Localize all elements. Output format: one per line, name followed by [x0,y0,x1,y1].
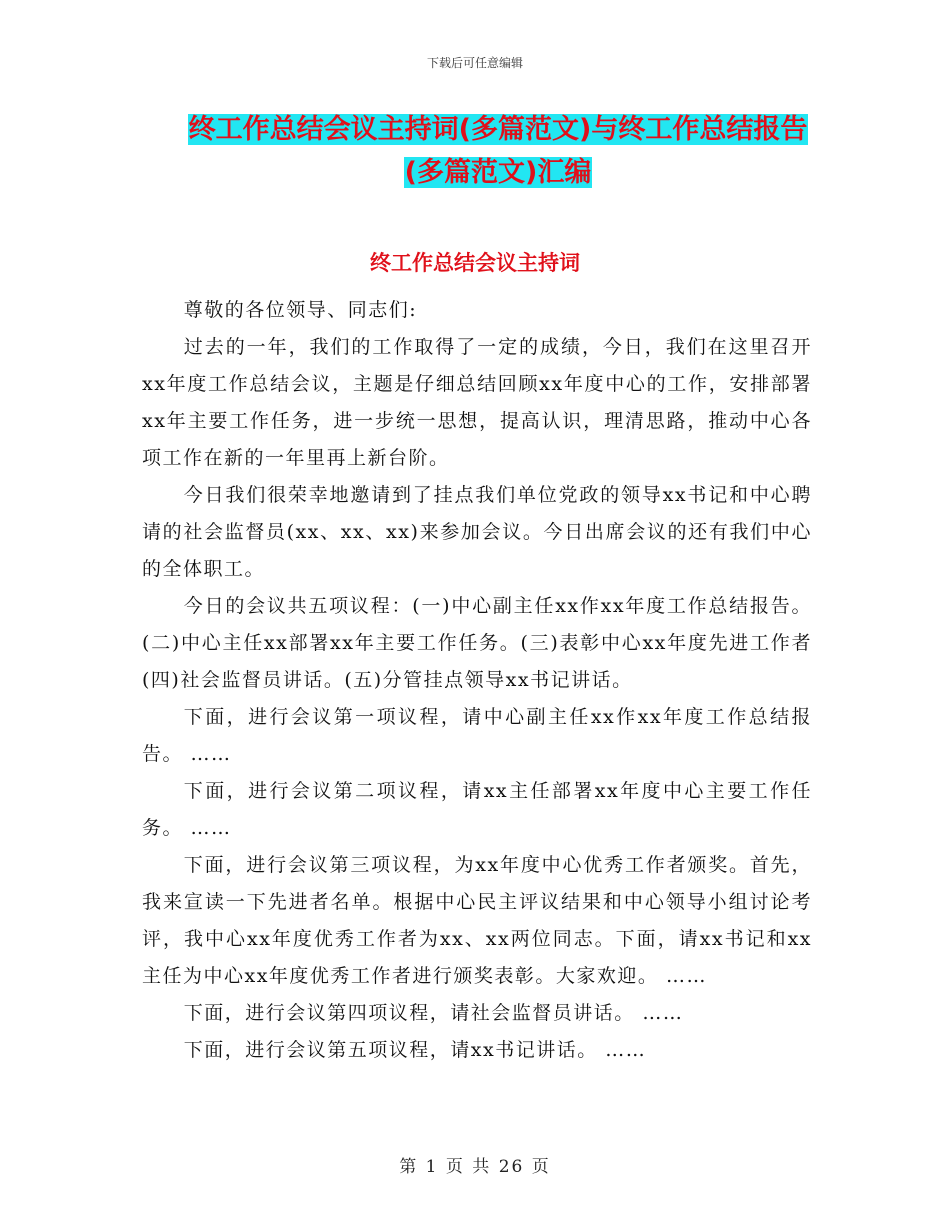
paragraph: 下面，进行会议第四项议程，请社会监督员讲话。 …… [183,1002,684,1024]
document-body [142,292,812,1069]
document-title-line-1: 终工作总结会议主持词(多篇范文)与终工作总结报告 [188,114,808,145]
page-number-footer: 第 1 页 共 26 页 [399,1157,551,1177]
document-title [0,108,950,194]
paragraph: 下面，进行会议第二项议程，请xx主任部署xx年度中心主要工作任务。 …… [142,780,812,839]
section-title: 终工作总结会议主持词 [370,251,580,275]
paragraph: 下面，进行会议第一项议程，请中心副主任xx作xx年度工作总结报告。 …… [142,706,812,765]
paragraph: 过去的一年，我们的工作取得了一定的成绩，今日，我们在这里召开xx年度工作总结会议，主题是仔细总结回顾xx年度中心的工作，安排部署xx年主要工作任务，进一步统一思想，提高认识，理清思路，推动中心各项工作在新的一年里再上新台阶。 [142,336,812,469]
paragraph: 下面，进行会议第三项议程，为xx年度中心优秀工作者颁奖。首先，我来宣读一下先进者名单。根据中心民主评议结果和中心领导小组讨论考评，我中心xx年度优秀工作者为xx、xx两位同志。下面，请xx书记和xx主任为中心xx年度优秀工作者进行颁奖表彰。大家欢迎。 …… [142,854,812,987]
paragraph: 下面，进行会议第五项议程，请xx书记讲话。 …… [183,1039,647,1061]
paragraph-salutation: 尊敬的各位领导、同志们: [183,299,418,321]
document-title-line-2: (多篇范文)汇编 [404,157,592,188]
header-note: 下载后可任意编辑 [426,56,523,70]
paragraph-agenda: 今日的会议共五项议程：(一)中心副主任xx作xx年度工作总结报告。 (二)中心主任xx部署xx年主要工作任务。(三)表彰中心xx年度先进工作者(四)社会监督员讲话。(五)分管挂点领导xx书记讲话。 [142,595,812,691]
paragraph: 今日我们很荣幸地邀请到了挂点我们单位党政的领导xx书记和中心聘请的社会监督员(xx、xx、xx)来参加会议。今日出席会议的还有我们中心的全体职工。 [142,484,812,580]
